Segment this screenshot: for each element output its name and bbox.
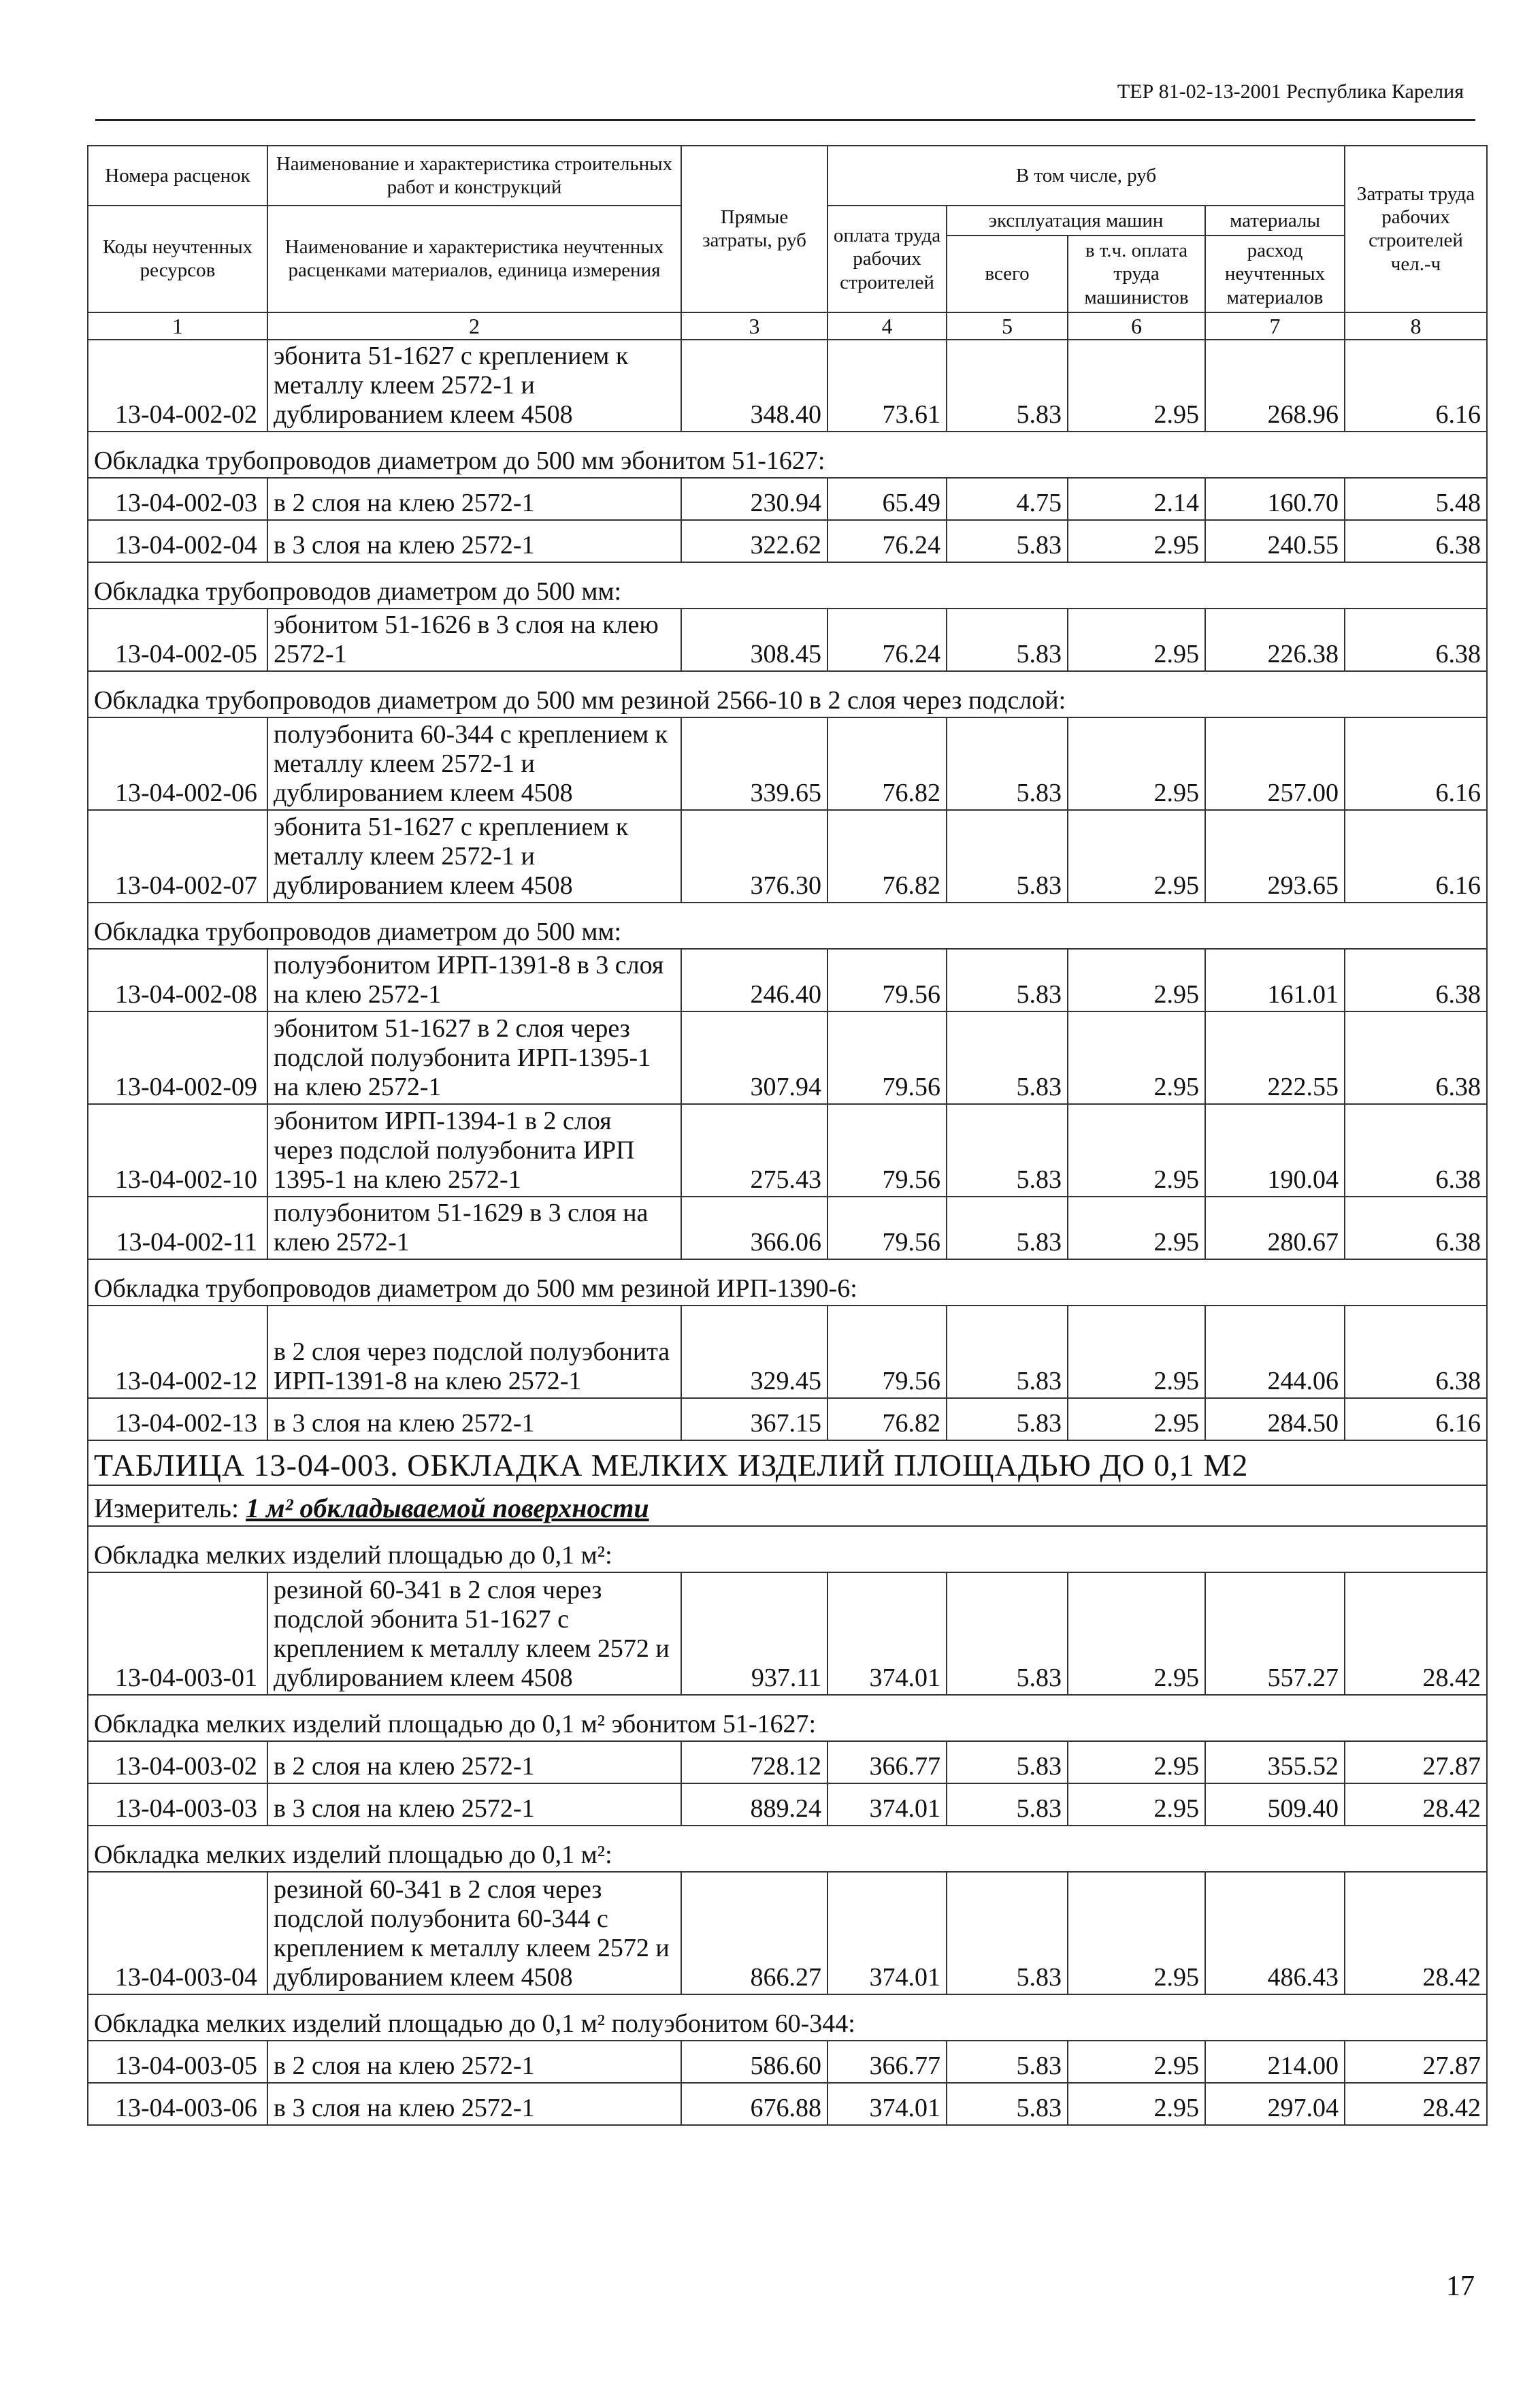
work-description: в 2 слоя на клею 2572-1 (267, 2041, 681, 2083)
section-heading-row (88, 903, 1487, 949)
rate-code: 13-04-002-07 (88, 810, 267, 903)
materials-cost: 222.55 (1205, 1011, 1345, 1104)
table-row (88, 478, 1487, 520)
work-description: в 2 слоя через подслой полуэбонита ИРП-1391-8 на клею 2572-1 (267, 1306, 681, 1398)
section-heading-row (88, 1695, 1487, 1741)
col-index: 3 (681, 312, 828, 340)
work-description: эбонитом ИРП-1394-1 в 2 слоя через подслой полуэбонита ИРП 1395-1 на клею 2572-1 (267, 1104, 681, 1197)
col8-header: Затраты труда рабочих строителей чел.-ч (1345, 146, 1487, 312)
col-index: 5 (947, 312, 1068, 340)
work-description: в 2 слоя на клею 2572-1 (267, 478, 681, 520)
operators-pay: 2.95 (1068, 1783, 1205, 1826)
rate-code: 13-04-003-04 (88, 1872, 267, 1994)
materials-cost: 355.52 (1205, 1741, 1345, 1783)
col-index: 2 (267, 312, 681, 340)
direct-costs: 348.40 (681, 340, 828, 432)
machines-total: 5.83 (947, 340, 1068, 432)
operators-pay: 2.95 (1068, 2083, 1205, 2125)
work-description: эбонитом 51-1627 в 2 слоя через подслой полуэбонита ИРП-1395-1 на клею 2572-1 (267, 1011, 681, 1104)
materials-cost: 293.65 (1205, 810, 1345, 903)
direct-costs: 246.40 (681, 949, 828, 1011)
direct-costs: 329.45 (681, 1306, 828, 1398)
labor-pay: 76.82 (828, 810, 947, 903)
labor-hours: 28.42 (1345, 1783, 1487, 1826)
table-row (88, 1011, 1487, 1104)
direct-costs: 676.88 (681, 2083, 828, 2125)
work-description: в 3 слоя на клею 2572-1 (267, 1398, 681, 1440)
operators-pay: 2.95 (1068, 340, 1205, 432)
rate-code: 13-04-003-03 (88, 1783, 267, 1826)
page-number: 17 (1446, 2271, 1475, 2302)
operators-pay: 2.95 (1068, 949, 1205, 1011)
machines-total: 5.83 (947, 1872, 1068, 1994)
rate-code: 13-04-002-09 (88, 1011, 267, 1104)
materials-cost: 190.04 (1205, 1104, 1345, 1197)
operators-pay: 2.95 (1068, 1741, 1205, 1783)
rate-code: 13-04-002-13 (88, 1398, 267, 1440)
measure-value: 1 м² обкладываемой поверхности (246, 1492, 649, 1523)
machines-total: 5.83 (947, 949, 1068, 1011)
machines-total: 5.83 (947, 1741, 1068, 1783)
table-row (88, 340, 1487, 432)
rate-code: 13-04-003-06 (88, 2083, 267, 2125)
section-heading-row (88, 1994, 1487, 2041)
rate-code: 13-04-002-11 (88, 1197, 267, 1259)
direct-costs: 937.11 (681, 1572, 828, 1695)
labor-hours: 27.87 (1345, 1741, 1487, 1783)
table-row (88, 2083, 1487, 2125)
measure-cell (88, 1485, 1487, 1526)
work-description: эбонита 51-1627 с креплением к металлу клеем 2572-1 и дублированием клеем 4508 (267, 340, 681, 432)
table-row (88, 520, 1487, 562)
direct-costs: 728.12 (681, 1741, 828, 1783)
work-description: эбонитом 51-1626 в 3 слоя на клею 2572-1 (267, 609, 681, 671)
direct-costs: 367.15 (681, 1398, 828, 1440)
labor-pay: 374.01 (828, 1872, 947, 1994)
labor-pay: 76.82 (828, 717, 947, 810)
machines-total: 5.83 (947, 1306, 1068, 1398)
operators-pay: 2.95 (1068, 609, 1205, 671)
machines-total: 5.83 (947, 520, 1068, 562)
labor-hours: 5.48 (1345, 478, 1487, 520)
materials-cost: 284.50 (1205, 1398, 1345, 1440)
col-index: 6 (1068, 312, 1205, 340)
machines-total: 5.83 (947, 2041, 1068, 2083)
direct-costs: 322.62 (681, 520, 828, 562)
rate-code: 13-04-003-01 (88, 1572, 267, 1695)
machines-total: 4.75 (947, 478, 1068, 520)
column-index-row (88, 312, 1487, 340)
work-description: в 3 слоя на клею 2572-1 (267, 2083, 681, 2125)
section-heading-row (88, 1526, 1487, 1572)
col5-header: всего (947, 236, 1068, 312)
rate-code: 13-04-002-05 (88, 609, 267, 671)
rate-code: 13-04-002-12 (88, 1306, 267, 1398)
table-row (88, 1104, 1487, 1197)
labor-hours: 28.42 (1345, 2083, 1487, 2125)
materials-cost: 486.43 (1205, 1872, 1345, 1994)
labor-hours: 6.38 (1345, 1011, 1487, 1104)
price-table (87, 145, 1488, 2126)
rate-code: 13-04-002-08 (88, 949, 267, 1011)
table-row (88, 2041, 1487, 2083)
rate-code: 13-04-002-02 (88, 340, 267, 432)
table-row (88, 949, 1487, 1011)
table-row (88, 1197, 1487, 1259)
machines-total: 5.83 (947, 1104, 1068, 1197)
table-row (88, 810, 1487, 903)
machines-total: 5.83 (947, 717, 1068, 810)
operators-pay: 2.95 (1068, 1572, 1205, 1695)
section-title: Обкладка мелких изделий площадью до 0,1 м² эбонитом 51-1627: (88, 1695, 1487, 1741)
direct-costs: 275.43 (681, 1104, 828, 1197)
materials-cost: 268.96 (1205, 340, 1345, 432)
measure-row (88, 1485, 1487, 1526)
materials-cost: 509.40 (1205, 1783, 1345, 1826)
section-title: Обкладка мелких изделий площадью до 0,1 м² полуэбонитом 60-344: (88, 1994, 1487, 2041)
labor-pay: 79.56 (828, 1011, 947, 1104)
labor-pay: 374.01 (828, 1783, 947, 1826)
table-row (88, 1872, 1487, 1994)
labor-hours: 6.16 (1345, 340, 1487, 432)
section-heading-row (88, 1259, 1487, 1306)
labor-hours: 6.16 (1345, 717, 1487, 810)
materials-cost: 297.04 (1205, 2083, 1345, 2125)
operators-pay: 2.95 (1068, 1104, 1205, 1197)
work-description: эбонита 51-1627 с креплением к металлу клеем 2572-1 и дублированием клеем 4508 (267, 810, 681, 903)
table-row (88, 1398, 1487, 1440)
rate-code: 13-04-003-05 (88, 2041, 267, 2083)
section-title: Обкладка трубопроводов диаметром до 500 мм: (88, 562, 1487, 609)
labor-pay: 73.61 (828, 340, 947, 432)
section-title: Обкладка мелких изделий площадью до 0,1 м²: (88, 1526, 1487, 1572)
group-header: В том числе, руб (828, 146, 1345, 206)
labor-pay: 366.77 (828, 2041, 947, 2083)
col2-bottom-header: Наименование и характеристика неучтенных расценками материалов, единица измерения (267, 206, 681, 312)
direct-costs: 866.27 (681, 1872, 828, 1994)
table-row (88, 1572, 1487, 1695)
table-row (88, 1741, 1487, 1783)
labor-hours: 6.38 (1345, 1306, 1487, 1398)
section-title: Обкладка мелких изделий площадью до 0,1 м²: (88, 1826, 1487, 1872)
labor-pay: 65.49 (828, 478, 947, 520)
work-description: в 3 слоя на клею 2572-1 (267, 1783, 681, 1826)
materials-cost: 161.01 (1205, 949, 1345, 1011)
table-row (88, 609, 1487, 671)
machines-total: 5.83 (947, 609, 1068, 671)
col7-header: расход неучтенных материалов (1205, 236, 1345, 312)
work-description: в 2 слоя на клею 2572-1 (267, 1741, 681, 1783)
direct-costs: 339.65 (681, 717, 828, 810)
table-row (88, 1783, 1487, 1826)
measure-label: Измеритель: (94, 1492, 240, 1523)
direct-costs: 366.06 (681, 1197, 828, 1259)
section-title: Обкладка трубопроводов диаметром до 500 мм эбонитом 51-1627: (88, 432, 1487, 478)
work-description: резиной 60-341 в 2 слоя через подслой эбонита 51-1627 с креплением к металлу клеем 2572 и дублированием клеем 4508 (267, 1572, 681, 1695)
table-header (88, 146, 1487, 340)
col1-top-header: Номера расценок (88, 146, 267, 206)
table-title-row (88, 1440, 1487, 1485)
labor-pay: 79.56 (828, 1306, 947, 1398)
section-heading-row (88, 671, 1487, 717)
machines-total: 5.83 (947, 1398, 1068, 1440)
section-heading-row (88, 432, 1487, 478)
labor-hours: 6.16 (1345, 1398, 1487, 1440)
section-title: Обкладка трубопроводов диаметром до 500 мм резиной 2566-10 в 2 слоя через подслой: (88, 671, 1487, 717)
labor-pay: 79.56 (828, 1197, 947, 1259)
operators-pay: 2.95 (1068, 1197, 1205, 1259)
materials-cost: 280.67 (1205, 1197, 1345, 1259)
direct-costs: 586.60 (681, 2041, 828, 2083)
labor-hours: 27.87 (1345, 2041, 1487, 2083)
operators-pay: 2.95 (1068, 520, 1205, 562)
operators-pay: 2.95 (1068, 2041, 1205, 2083)
materials-cost: 240.55 (1205, 520, 1345, 562)
header-rule (95, 119, 1475, 121)
rate-code: 13-04-002-03 (88, 478, 267, 520)
col3-header: Прямые затраты, руб (681, 146, 828, 312)
work-description: полуэбонитом 51-1629 в 3 слоя на клею 2572-1 (267, 1197, 681, 1259)
labor-hours: 6.38 (1345, 609, 1487, 671)
labor-hours: 28.42 (1345, 1572, 1487, 1695)
machines-total: 5.83 (947, 1783, 1068, 1826)
labor-pay: 79.56 (828, 949, 947, 1011)
work-description: полуэбонитом ИРП-1391-8 в 3 слоя на клею 2572-1 (267, 949, 681, 1011)
labor-hours: 6.38 (1345, 1197, 1487, 1259)
labor-hours: 6.16 (1345, 810, 1487, 903)
work-description: в 3 слоя на клею 2572-1 (267, 520, 681, 562)
rate-code: 13-04-002-06 (88, 717, 267, 810)
direct-costs: 376.30 (681, 810, 828, 903)
materials-cost: 244.06 (1205, 1306, 1345, 1398)
work-description: полуэбонита 60-344 с креплением к металлу клеем 2572-1 и дублированием клеем 4508 (267, 717, 681, 810)
section-title: Обкладка трубопроводов диаметром до 500 мм резиной ИРП-1390-6: (88, 1259, 1487, 1306)
col2-top-header: Наименование и характеристика строительных работ и конструкций (267, 146, 681, 206)
machines-total: 5.83 (947, 1011, 1068, 1104)
labor-pay: 76.24 (828, 609, 947, 671)
col-index: 1 (88, 312, 267, 340)
labor-hours: 28.42 (1345, 1872, 1487, 1994)
labor-pay: 374.01 (828, 1572, 947, 1695)
direct-costs: 889.24 (681, 1783, 828, 1826)
labor-pay: 76.24 (828, 520, 947, 562)
rate-code: 13-04-002-04 (88, 520, 267, 562)
labor-pay: 79.56 (828, 1104, 947, 1197)
operators-pay: 2.95 (1068, 1398, 1205, 1440)
direct-costs: 307.94 (681, 1011, 828, 1104)
operators-pay: 2.95 (1068, 1872, 1205, 1994)
machines-total: 5.83 (947, 810, 1068, 903)
rate-code: 13-04-003-02 (88, 1741, 267, 1783)
table-row (88, 717, 1487, 810)
col-index: 8 (1345, 312, 1487, 340)
labor-pay: 76.82 (828, 1398, 947, 1440)
labor-pay: 366.77 (828, 1741, 947, 1783)
machines-header: эксплуатация машин (947, 206, 1205, 236)
operators-pay: 2.95 (1068, 717, 1205, 810)
section-heading-row (88, 1826, 1487, 1872)
labor-pay: 374.01 (828, 2083, 947, 2125)
materials-cost: 160.70 (1205, 478, 1345, 520)
direct-costs: 230.94 (681, 478, 828, 520)
work-description: резиной 60-341 в 2 слоя через подслой полуэбонита 60-344 с креплением к металлу клеем 2572 и дублированием клеем 4508 (267, 1872, 681, 1994)
machines-total: 5.83 (947, 2083, 1068, 2125)
col4-header: оплата труда рабочих строителей (828, 206, 947, 312)
materials-cost: 257.00 (1205, 717, 1345, 810)
operators-pay: 2.95 (1068, 1011, 1205, 1104)
materials-header: материалы (1205, 206, 1345, 236)
col1-bottom-header: Коды неучтенных ресурсов (88, 206, 267, 312)
labor-hours: 6.38 (1345, 1104, 1487, 1197)
materials-cost: 214.00 (1205, 2041, 1345, 2083)
operators-pay: 2.95 (1068, 1306, 1205, 1398)
col-index: 7 (1205, 312, 1345, 340)
col-index: 4 (828, 312, 947, 340)
section-heading-row (88, 562, 1487, 609)
col6-header: в т.ч. оплата труда машинистов (1068, 236, 1205, 312)
materials-cost: 226.38 (1205, 609, 1345, 671)
table-row (88, 1306, 1487, 1398)
machines-total: 5.83 (947, 1572, 1068, 1695)
section-title: Обкладка трубопроводов диаметром до 500 мм: (88, 903, 1487, 949)
labor-hours: 6.38 (1345, 949, 1487, 1011)
document-reference: ТЕР 81-02-13-2001 Республика Карелия (1117, 80, 1464, 103)
operators-pay: 2.14 (1068, 478, 1205, 520)
machines-total: 5.83 (947, 1197, 1068, 1259)
rate-code: 13-04-002-10 (88, 1104, 267, 1197)
operators-pay: 2.95 (1068, 810, 1205, 903)
table-title: ТАБЛИЦА 13-04-003. ОБКЛАДКА МЕЛКИХ ИЗДЕЛИЙ ПЛОЩАДЬЮ ДО 0,1 М2 (88, 1440, 1487, 1485)
labor-hours: 6.38 (1345, 520, 1487, 562)
direct-costs: 308.45 (681, 609, 828, 671)
materials-cost: 557.27 (1205, 1572, 1345, 1695)
